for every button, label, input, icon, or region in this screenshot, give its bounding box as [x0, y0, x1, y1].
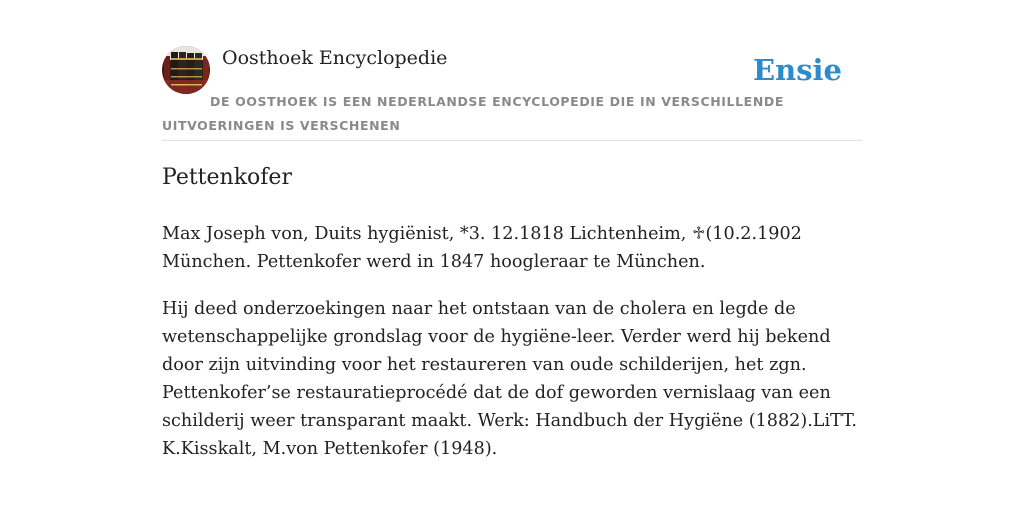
source-title[interactable]: Oosthoek Encyclopedie	[222, 47, 448, 69]
article-paragraph-2: Hij deed onderzoekingen naar het ontstaan van de cholera en legde de wetenschappelijke grondslag voor de hygiëne-leer. Verder werd hij bekend door zijn uitvinding voor het restaureren van oude schilderijen, het zgn. Pettenkofer’se restauratieprocédé dat de dof geworden vernislaag van een schilderij weer transparant maakt. Werk: Handbuch der Hygiëne (1882).LiTT. K.Kisskalt, M.von Pettenkofer (1948).	[162, 299, 857, 459]
brand-logo[interactable]: Ensie	[753, 53, 842, 87]
article-title: Pettenkofer	[162, 165, 292, 190]
source-header	[162, 46, 862, 141]
article	[162, 162, 862, 482]
source-description: DE OOSTHOEK IS EEN NEDERLANDSE ENCYCLOPEDIE DIE IN VERSCHILLENDE UITVOERINGEN IS VERSCHENEN	[162, 94, 784, 133]
book-spines-icon	[162, 46, 210, 94]
source-avatar[interactable]	[162, 46, 210, 94]
article-paragraph-1: Max Joseph von, Duits hygiënist, *3. 12.1818 Lichtenheim, ♱(10.2.1902 München. Pettenkofer werd in 1847 hoogleraar te München.	[162, 224, 802, 272]
